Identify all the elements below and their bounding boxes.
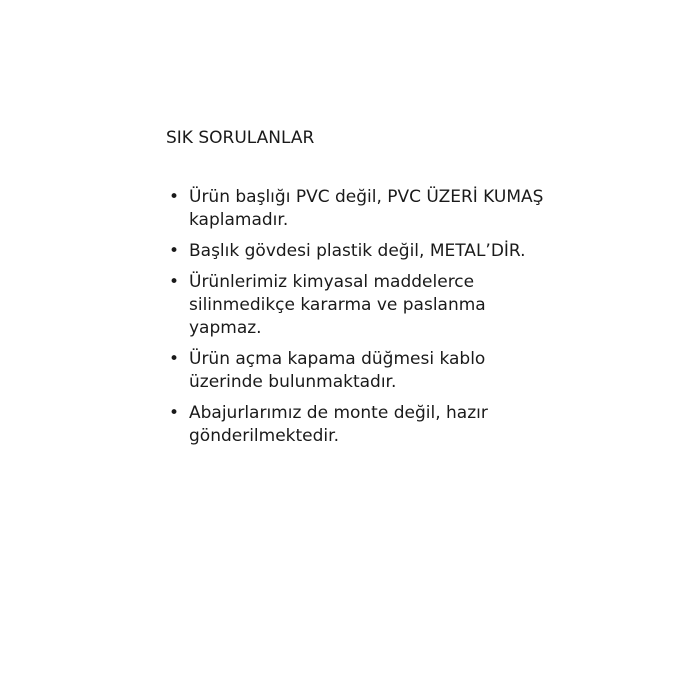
bullet-icon: • bbox=[169, 272, 180, 292]
bullet-icon: • bbox=[169, 241, 180, 261]
faq-item bbox=[166, 240, 546, 263]
faq-item-text: Başlık gövdesi plastik değil, METAL’DİR. bbox=[189, 241, 526, 261]
faq-item bbox=[166, 402, 546, 448]
faq-item bbox=[166, 348, 546, 394]
faq-list bbox=[166, 186, 546, 456]
faq-heading: SIK SORULANLAR bbox=[166, 128, 315, 148]
faq-item-text: Ürünlerimiz kimyasal maddelerce silinmedikçe kararma ve paslanma yapmaz. bbox=[189, 272, 486, 338]
faq-item bbox=[166, 186, 546, 232]
faq-item-text: Ürün başlığı PVC değil, PVC ÜZERİ KUMAŞ kaplamadır. bbox=[189, 187, 544, 230]
faq-item bbox=[166, 271, 546, 340]
faq-item-text: Ürün açma kapama düğmesi kablo üzerinde bulunmaktadır. bbox=[189, 349, 486, 392]
faq-item-text: Abajurlarımız de monte değil, hazır gönderilmektedir. bbox=[189, 403, 488, 446]
bullet-icon: • bbox=[169, 403, 180, 423]
bullet-icon: • bbox=[169, 187, 180, 207]
bullet-icon: • bbox=[169, 349, 180, 369]
